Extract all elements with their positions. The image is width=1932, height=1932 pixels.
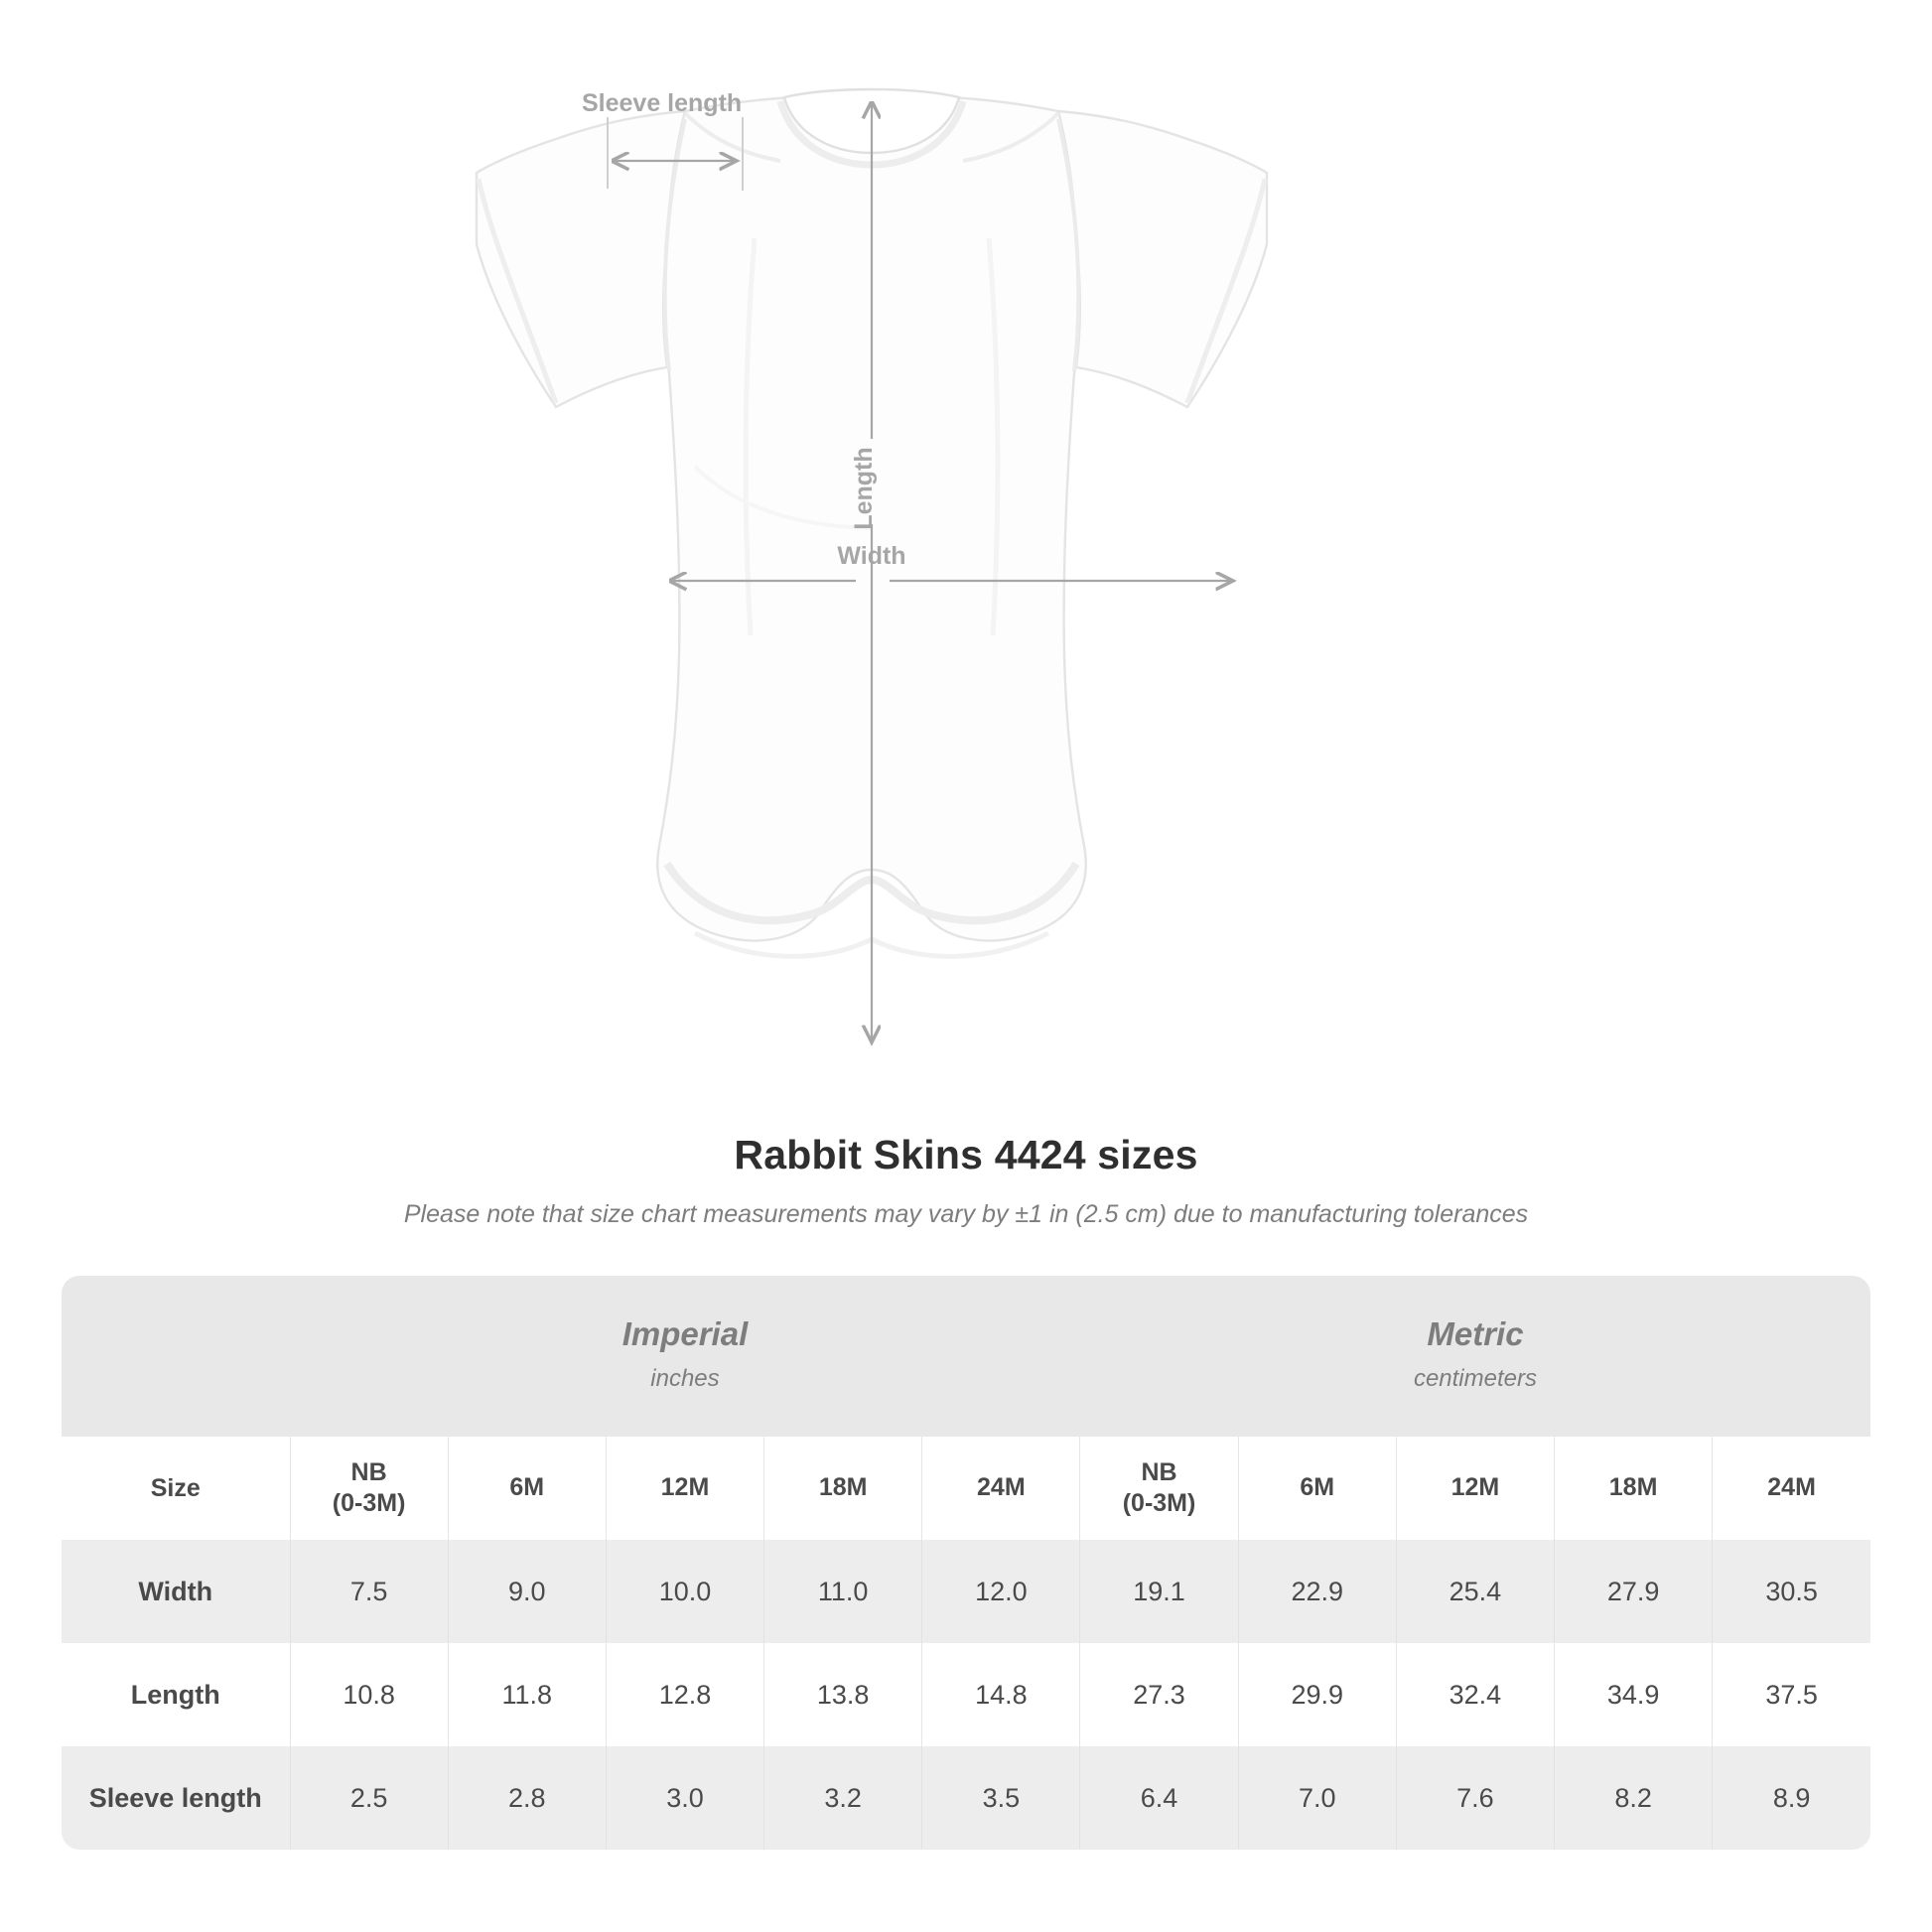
column-header-main: 18M [818, 1473, 868, 1502]
table-row [62, 1540, 1870, 1643]
column-header-12m-metric [1396, 1437, 1554, 1540]
cell-sleeve-6m-in: 2.8 [448, 1746, 606, 1850]
column-header-main: NB [350, 1457, 387, 1486]
cell-sleeve-18m-cm: 8.2 [1555, 1746, 1713, 1850]
column-header-main: 18M [1608, 1473, 1658, 1502]
cell-width-18m-in: 11.0 [764, 1540, 922, 1643]
unit-header-spacer [62, 1276, 290, 1437]
cell-sleeve-nb-in: 2.5 [290, 1746, 448, 1850]
cell-width-nb-cm: 19.1 [1080, 1540, 1238, 1643]
cell-length-12m-in: 12.8 [606, 1643, 763, 1746]
cell-width-12m-cm: 25.4 [1396, 1540, 1554, 1643]
cell-sleeve-12m-cm: 7.6 [1396, 1746, 1554, 1850]
cell-width-18m-cm: 27.9 [1555, 1540, 1713, 1643]
unit-group-imperial-name: Imperial [621, 1315, 749, 1352]
cell-width-24m-cm: 30.5 [1713, 1540, 1870, 1643]
cell-length-12m-cm: 32.4 [1396, 1643, 1554, 1746]
column-header-24m-metric [1713, 1437, 1870, 1540]
column-header-nb-metric [1080, 1437, 1238, 1540]
column-header-12m-imperial [606, 1437, 763, 1540]
cell-width-nb-in: 7.5 [290, 1540, 448, 1643]
cell-length-24m-in: 14.8 [922, 1643, 1080, 1746]
cell-sleeve-24m-in: 3.5 [922, 1746, 1080, 1850]
tolerance-note: Please note that size chart measurements may vary by ±1 in (2.5 cm) due to manufacturing tolerances [403, 1200, 1529, 1228]
length-label: Length [850, 447, 878, 530]
column-header-6m-imperial [448, 1437, 606, 1540]
header-size-label: Size [62, 1437, 290, 1540]
cell-width-24m-in: 12.0 [922, 1540, 1080, 1643]
sleeve-length-label: Sleeve length [582, 89, 743, 117]
unit-group-metric-name: Metric [1427, 1315, 1524, 1352]
cell-width-6m-in: 9.0 [448, 1540, 606, 1643]
size-chart-table-wrap [62, 1276, 1870, 1850]
cell-width-6m-cm: 22.9 [1238, 1540, 1396, 1643]
title-block [0, 1132, 1932, 1229]
cell-length-24m-cm: 37.5 [1713, 1643, 1870, 1746]
unit-group-imperial-sub: inches [650, 1365, 720, 1392]
cell-length-nb-in: 10.8 [290, 1643, 448, 1746]
cell-length-18m-cm: 34.9 [1555, 1643, 1713, 1746]
column-header-main: 12M [660, 1473, 710, 1502]
column-header-main: 12M [1450, 1473, 1500, 1502]
cell-sleeve-12m-in: 3.0 [606, 1746, 763, 1850]
row-label-sleeve-length: Sleeve length [62, 1746, 290, 1850]
unit-header-row [62, 1276, 1870, 1437]
column-header-18m-imperial [764, 1437, 922, 1540]
column-header-6m-metric [1238, 1437, 1396, 1540]
size-chart-table [62, 1276, 1870, 1850]
row-label-width: Width [62, 1540, 290, 1643]
table-row [62, 1643, 1870, 1746]
column-header-main: 24M [1767, 1473, 1816, 1502]
column-header-main: 6M [509, 1473, 545, 1502]
column-header-18m-metric [1555, 1437, 1713, 1540]
table-row [62, 1746, 1870, 1850]
cell-sleeve-nb-cm: 6.4 [1080, 1746, 1238, 1850]
page-title: Rabbit Skins 4424 sizes [734, 1132, 1198, 1177]
garment-illustration [0, 40, 1932, 1092]
cell-length-6m-in: 11.8 [448, 1643, 606, 1746]
unit-group-metric [1080, 1276, 1870, 1437]
cell-length-18m-in: 13.8 [764, 1643, 922, 1746]
column-header-main: NB [1141, 1457, 1177, 1486]
unit-group-imperial [290, 1276, 1080, 1437]
width-label: Width [837, 542, 906, 570]
size-header-row [62, 1437, 1870, 1540]
cell-length-6m-cm: 29.9 [1238, 1643, 1396, 1746]
column-header-sub: (0-3M) [1122, 1489, 1196, 1517]
cell-sleeve-24m-cm: 8.9 [1713, 1746, 1870, 1850]
column-header-main: 24M [977, 1473, 1026, 1502]
column-header-main: 6M [1300, 1473, 1335, 1502]
cell-length-nb-cm: 27.3 [1080, 1643, 1238, 1746]
column-header-24m-imperial [922, 1437, 1080, 1540]
cell-width-12m-in: 10.0 [606, 1540, 763, 1643]
cell-sleeve-6m-cm: 7.0 [1238, 1746, 1396, 1850]
column-header-nb-imperial [290, 1437, 448, 1540]
row-label-length: Length [62, 1643, 290, 1746]
column-header-sub: (0-3M) [332, 1489, 406, 1517]
unit-group-metric-sub: centimeters [1413, 1365, 1537, 1392]
cell-sleeve-18m-in: 3.2 [764, 1746, 922, 1850]
